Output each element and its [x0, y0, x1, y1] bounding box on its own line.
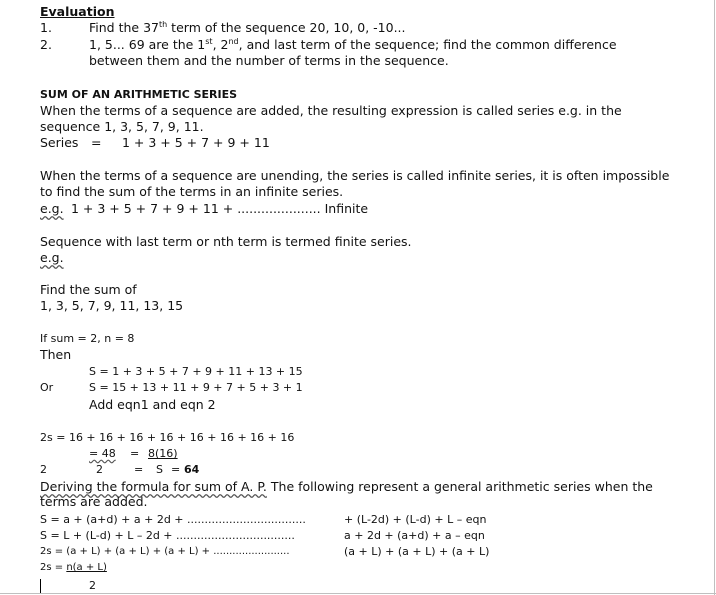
then-text: Then	[40, 347, 72, 362]
deriving-line-1: Deriving the formula for sum of A. P. The following represent a general arithmetic series when the	[40, 479, 653, 494]
fraction-a-numerator: = 48	[89, 447, 116, 460]
text-cursor	[40, 579, 41, 593]
infinite-example: 1 + 3 + 5 + 7 + 9 + 11 + ..................... Infinite	[71, 201, 369, 216]
question-2-text-line2: between them and the number of terms in the sequence.	[89, 53, 449, 68]
section-heading: SUM OF AN ARITHMETIC SERIES	[40, 88, 238, 101]
add-eqn-text: Add eqn1 and eqn 2	[89, 397, 216, 412]
eg-label: e.g.	[40, 201, 64, 216]
page-border-bottom	[0, 593, 716, 594]
page-border-right	[714, 0, 715, 595]
deriving-line-2: terms are added.	[40, 494, 148, 509]
denominator-a: 2	[96, 463, 103, 476]
s-line-1: S = 1 + 3 + 5 + 7 + 9 + 11 + 13 + 15	[89, 365, 303, 378]
denominator-left: 2	[40, 463, 47, 476]
infinite-line-2: to find the sum of the terms in an infinite series.	[40, 184, 344, 199]
series-equals: =	[91, 135, 102, 150]
general-series-1-left: S = a + (a+d) + a + 2d + ..................................	[40, 513, 306, 526]
general-series-2-right: a + 2d + (a+d) + a – eqn	[344, 529, 485, 542]
intro-line-1: When the terms of a sequence are added, the resulting expression is called series e.g. in the	[40, 103, 622, 118]
or-text: Or	[40, 381, 54, 394]
if-sum-text: If sum = 2, n = 8	[40, 332, 135, 345]
fraction-b-numerator: 8(16)	[148, 447, 178, 460]
fraction-equals: =	[130, 447, 140, 460]
series-label: Series	[40, 135, 79, 150]
general-series-3-right: (a + L) + (a + L) + (a + L)	[344, 545, 490, 558]
denominator-equals: =	[134, 463, 144, 476]
question-2-text: 1, 5... 69 are the 1st, 2nd, and last term of the sequence; find the common difference	[89, 36, 617, 52]
s-line-2: S = 15 + 13 + 11 + 9 + 7 + 5 + 3 + 1	[89, 381, 303, 394]
eg-label-2: e.g.	[40, 250, 64, 265]
question-2-number: 2.	[40, 37, 52, 52]
final-formula: 2s = n(a + L)	[40, 562, 107, 573]
evaluation-heading: Evaluation	[40, 4, 115, 19]
s-symbol: S	[156, 463, 163, 476]
s-result-equals: =	[171, 463, 181, 476]
general-series-1-right: + (L-2d) + (L-d) + L – eqn	[344, 513, 487, 526]
infinite-line-1: When the terms of a sequence are unending, the series is called infinite series, it is often impossible	[40, 168, 670, 183]
intro-line-2: sequence 1, 3, 5, 7, 9, 11.	[40, 119, 204, 134]
question-1-text: Find the 37th term of the sequence 20, 10, 0, -10...	[89, 19, 406, 35]
general-series-2-left: S = L + (L-d) + L – 2d + ..................................	[40, 529, 295, 542]
s-result: 64	[184, 463, 200, 476]
find-sum-text: Find the sum of	[40, 282, 137, 297]
sequence-text: 1, 3, 5, 7, 9, 11, 13, 15	[40, 298, 184, 313]
series-value: 1 + 3 + 5 + 7 + 9 + 11	[122, 135, 270, 150]
two-s-line: 2s = 16 + 16 + 16 + 16 + 16 + 16 + 16 + 16	[40, 431, 295, 444]
finite-line: Sequence with last term or nth term is termed finite series.	[40, 234, 412, 249]
general-series-3-left: 2s = (a + L) + (a + L) + (a + L) + ........................	[40, 546, 290, 557]
final-denominator: 2	[89, 579, 96, 592]
question-1-number: 1.	[40, 20, 52, 35]
